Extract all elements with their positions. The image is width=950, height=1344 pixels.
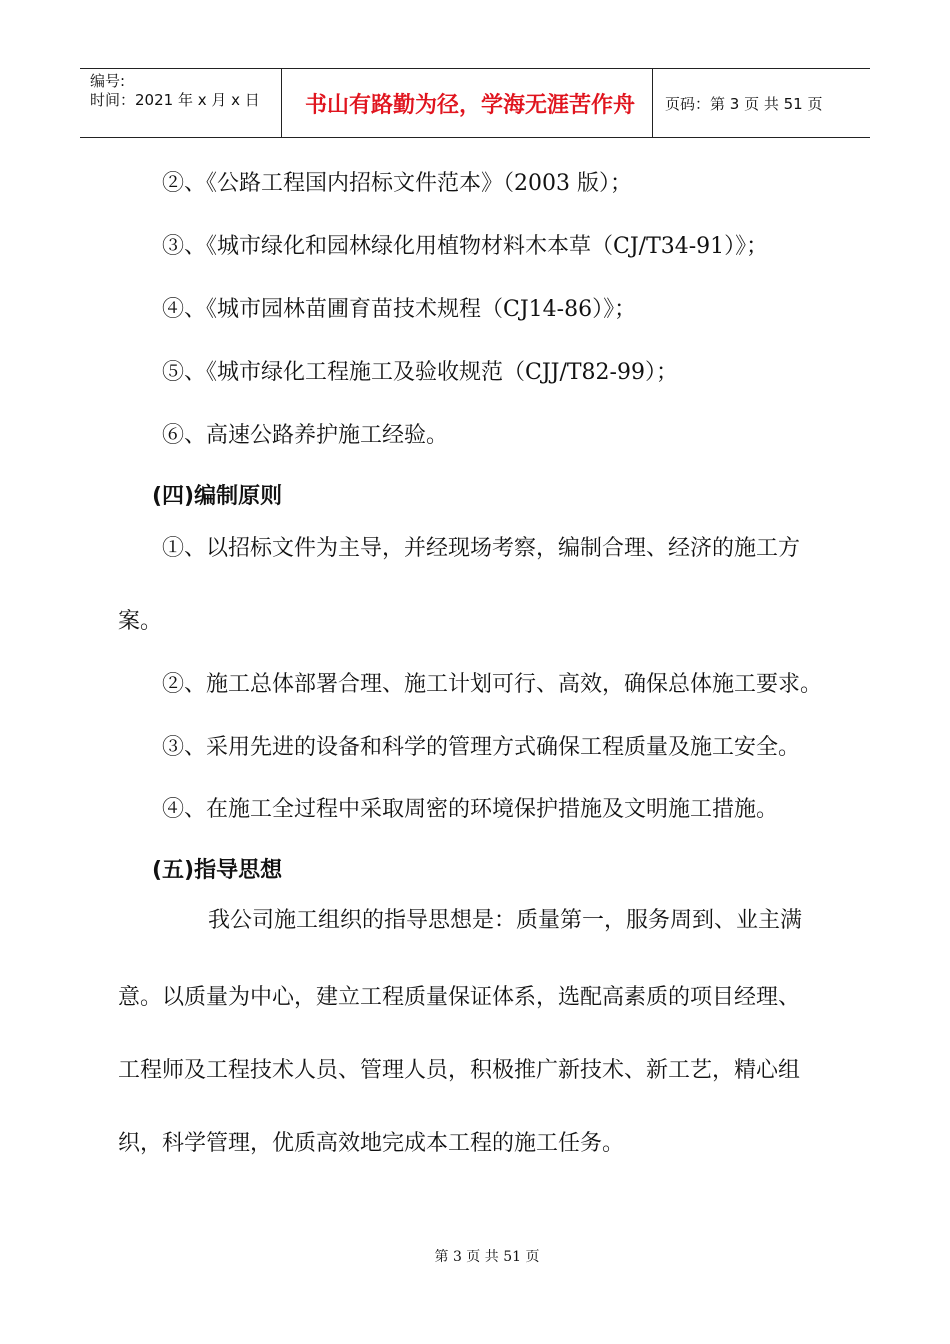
page-header: [80, 68, 870, 138]
header-meta-cell: [80, 69, 282, 137]
guidance-paragraph-line: 我公司施工组织的指导思想是：质量第一，服务周到、业主满: [208, 908, 803, 933]
section-heading-principles: (四)编制原则: [152, 484, 283, 509]
document-date-label: 时间：2021 年 x 月 x 日: [90, 91, 260, 109]
guidance-paragraph-line: 工程师及工程技术人员、管理人员，积极推广新技术、新工艺，精心组: [118, 1058, 801, 1083]
principle-item: ①、以招标文件为主导，并经现场考察，编制合理、经济的施工方: [162, 536, 801, 561]
header-page-cell: [653, 69, 870, 137]
header-page-number: 页码：第 3 页 共 51 页: [665, 94, 823, 113]
reference-item: ②、《公路工程国内招标文件范本》（2003 版）；: [162, 171, 632, 196]
header-motto: 书山有路勤为径，学海无涯苦作舟: [304, 92, 635, 118]
section-heading-guidance: (五)指导思想: [152, 858, 283, 883]
principle-item: ④、在施工全过程中采取周密的环境保护措施及文明施工措施。: [162, 797, 779, 822]
page-footer: [0, 1246, 950, 1266]
reference-item: ⑤、《城市绿化工程施工及验收规范（CJJ/T82-99）；: [162, 360, 678, 385]
guidance-paragraph-line: 织，科学管理，优质高效地完成本工程的施工任务。: [118, 1131, 625, 1156]
principle-item: ②、施工总体部署合理、施工计划可行、高效，确保总体施工要求。: [162, 672, 823, 697]
footer-page-number: 第 3 页 共 51 页: [434, 1249, 540, 1265]
header-motto-cell: [282, 69, 653, 137]
reference-item: ④、《城市园林苗圃育苗技术规程（CJ14-86）》；: [162, 297, 637, 322]
reference-item: ⑥、高速公路养护施工经验。: [162, 423, 449, 448]
guidance-paragraph-line: 意。以质量为中心，建立工程质量保证体系，选配高素质的项目经理、: [118, 985, 801, 1010]
document-number-label: 编号:: [90, 72, 126, 90]
reference-item: ③、《城市绿化和园林绿化用植物材料木本草（CJ/T34-91）》；: [162, 234, 769, 259]
principle-item: ③、采用先进的设备和科学的管理方式确保工程质量及施工安全。: [162, 735, 801, 760]
principle-item-continuation: 案。: [118, 609, 163, 634]
